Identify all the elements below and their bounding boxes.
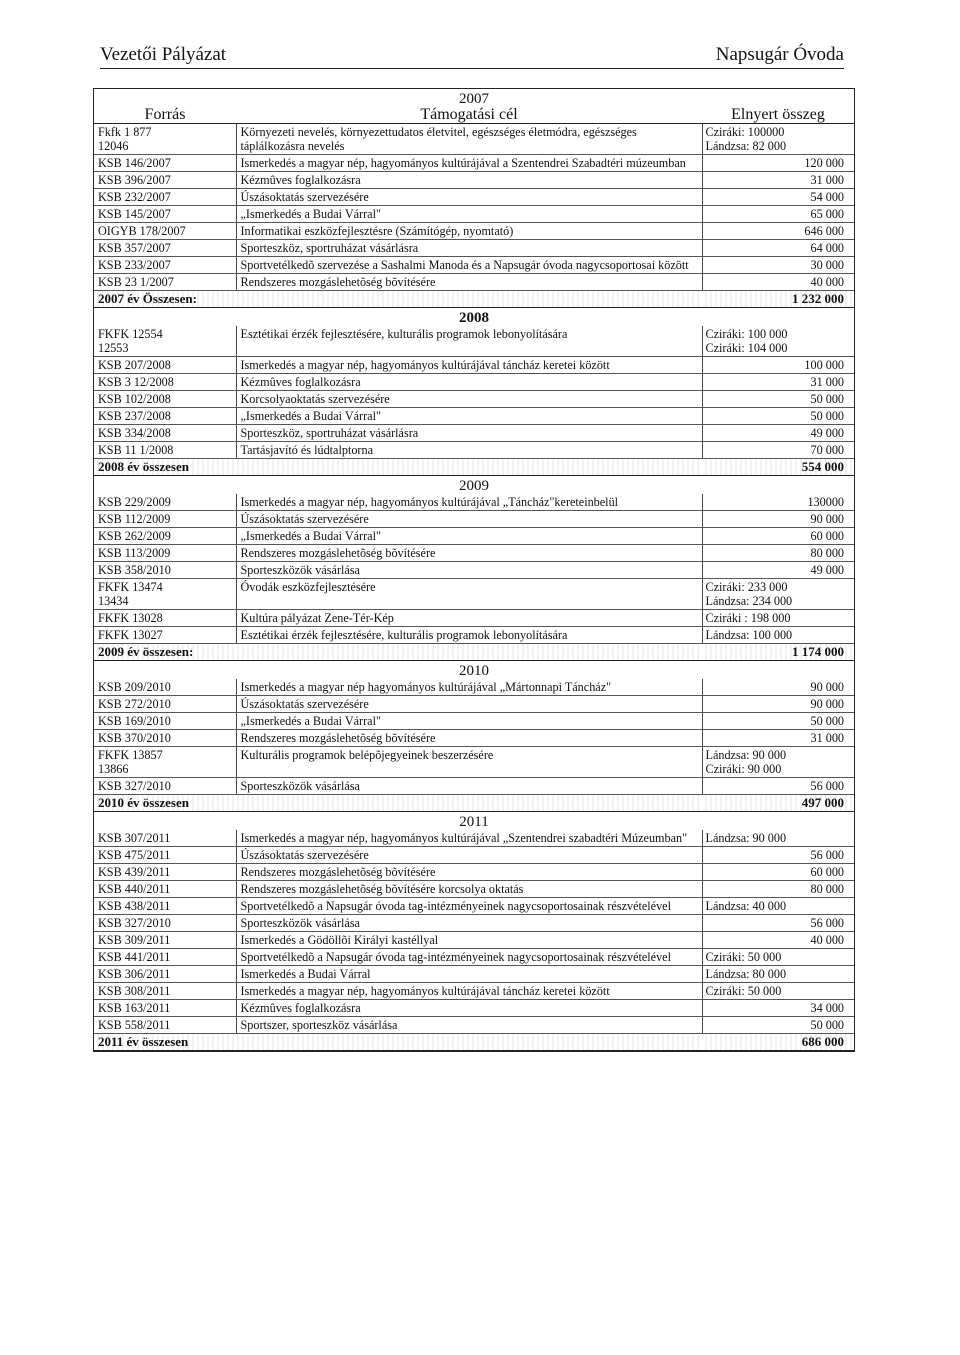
column-header-goal: Támogatási cél: [236, 107, 702, 124]
goal-cell: Ismerkedés a magyar nép hagyományos kultúrájával „Mártonnapi Táncház": [236, 679, 702, 696]
total-amount: 554 000: [702, 459, 854, 476]
table-row: [94, 124, 854, 155]
goal-cell: „Ismerkedés a Budai Várral": [236, 206, 702, 223]
table-row: [94, 442, 854, 459]
table-row: [94, 966, 854, 983]
year-row: [94, 661, 854, 680]
amount-cell: Lándzsa: 90 000 Cziráki: 90 000: [702, 747, 854, 778]
source-cell: KSB 327/2010: [94, 778, 236, 795]
goal-cell: Sporteszközök vásárlása: [236, 915, 702, 932]
goal-cell: Sportszer, sporteszköz vásárlása: [236, 1017, 702, 1034]
amount-cell: 30 000: [702, 257, 854, 274]
goal-cell: „Ismerkedés a Budai Várral": [236, 528, 702, 545]
amount-cell: 40 000: [702, 274, 854, 291]
table-row: [94, 425, 854, 442]
source-cell: FKFK 13028: [94, 610, 236, 627]
total-row: [94, 795, 854, 812]
goal-cell: Ismerkedés a Gödöllõi Királyi kastéllyal: [236, 932, 702, 949]
goal-cell: Rendszeres mozgáslehetõség bõvítésére: [236, 274, 702, 291]
amount-cell: 80 000: [702, 545, 854, 562]
amount-cell: Cziráki : 198 000: [702, 610, 854, 627]
amount-cell: 130000: [702, 494, 854, 511]
year-row: [94, 308, 854, 327]
table-row: [94, 713, 854, 730]
table-row: [94, 494, 854, 511]
table-row: [94, 949, 854, 966]
source-cell: KSB 113/2009: [94, 545, 236, 562]
table-row: [94, 257, 854, 274]
goal-cell: Kulturális programok belépõjegyeinek beszerzésére: [236, 747, 702, 778]
page-header: [100, 44, 844, 69]
amount-cell: Cziráki: 233 000 Lándzsa: 234 000: [702, 579, 854, 610]
amount-cell: 50 000: [702, 1017, 854, 1034]
amount-cell: 50 000: [702, 408, 854, 425]
amount-cell: 31 000: [702, 374, 854, 391]
table-row: [94, 864, 854, 881]
source-cell: KSB 3 12/2008: [94, 374, 236, 391]
header-left-title: Vezetői Pályázat: [100, 44, 227, 65]
goal-cell: Sporteszköz, sportruházat vásárlásra: [236, 240, 702, 257]
table-row: [94, 898, 854, 915]
source-cell: KSB 357/2007: [94, 240, 236, 257]
table-row: [94, 223, 854, 240]
source-cell: KSB 334/2008: [94, 425, 236, 442]
table-row: [94, 562, 854, 579]
goal-cell: Úszásoktatás szervezésére: [236, 696, 702, 713]
table-row: [94, 915, 854, 932]
table-row: [94, 172, 854, 189]
source-cell: FKFK 12554 12553: [94, 326, 236, 357]
amount-cell: 34 000: [702, 1000, 854, 1017]
goal-cell: Rendszeres mozgáslehetõség bõvítésére: [236, 545, 702, 562]
amount-cell: 56 000: [702, 847, 854, 864]
goal-cell: „Ismerkedés a Budai Várral": [236, 713, 702, 730]
table-row: [94, 1017, 854, 1034]
total-row: [94, 644, 854, 661]
table-row: [94, 528, 854, 545]
source-cell: KSB 207/2008: [94, 357, 236, 374]
amount-cell: 54 000: [702, 189, 854, 206]
goal-cell: Kézmûves foglalkozásra: [236, 1000, 702, 1017]
total-label: 2011 év összesen: [94, 1034, 702, 1051]
source-cell: KSB 262/2009: [94, 528, 236, 545]
goal-cell: Úszásoktatás szervezésére: [236, 847, 702, 864]
column-header-amount: Elnyert összeg: [702, 107, 854, 124]
amount-cell: 49 000: [702, 425, 854, 442]
table-row: [94, 155, 854, 172]
table-row: [94, 747, 854, 778]
source-cell: KSB 169/2010: [94, 713, 236, 730]
source-cell: FKFK 13027: [94, 627, 236, 644]
total-amount: 1 232 000: [702, 291, 854, 308]
table-row: [94, 391, 854, 408]
goal-cell: Rendszeres mozgáslehetõség bõvítésére: [236, 730, 702, 747]
table-row: [94, 374, 854, 391]
amount-cell: Cziráki: 50 000: [702, 949, 854, 966]
source-cell: KSB 558/2011: [94, 1017, 236, 1034]
column-header-row: [94, 107, 854, 124]
amount-cell: 646 000: [702, 223, 854, 240]
amount-cell: 90 000: [702, 679, 854, 696]
source-cell: KSB 145/2007: [94, 206, 236, 223]
year-label: 2007: [459, 91, 489, 107]
table-row: [94, 610, 854, 627]
year-label: 2010: [459, 663, 489, 679]
goal-cell: Óvodák eszközfejlesztésére: [236, 579, 702, 610]
table-row: [94, 189, 854, 206]
amount-cell: 65 000: [702, 206, 854, 223]
year-label: 2009: [459, 478, 489, 494]
table-row: [94, 357, 854, 374]
goal-cell: Informatikai eszközfejlesztésre (Számítógép, nyomtató): [236, 223, 702, 240]
amount-cell: 50 000: [702, 713, 854, 730]
goal-cell: Sporteszközök vásárlása: [236, 778, 702, 795]
source-cell: KSB 163/2011: [94, 1000, 236, 1017]
table-row: [94, 881, 854, 898]
grants-table: [93, 88, 855, 1052]
total-row: [94, 291, 854, 308]
goal-cell: Sportvetélkedõ a Napsugár óvoda tag-intézményeinek nagycsoportosainak részvételével: [236, 949, 702, 966]
table-row: [94, 830, 854, 847]
table-row: [94, 778, 854, 795]
table-row: [94, 408, 854, 425]
source-cell: KSB 370/2010: [94, 730, 236, 747]
amount-cell: 90 000: [702, 511, 854, 528]
source-cell: KSB 308/2011: [94, 983, 236, 1000]
goal-cell: Ismerkedés a magyar nép, hagyományos kultúrájával táncház keretei között: [236, 357, 702, 374]
source-cell: KSB 102/2008: [94, 391, 236, 408]
goal-cell: Ismerkedés a magyar nép, hagyományos kultúrájával a Szentendrei Szabadtéri múzeumban: [236, 155, 702, 172]
source-cell: KSB 229/2009: [94, 494, 236, 511]
year-label: 2011: [459, 814, 489, 830]
total-amount: 497 000: [702, 795, 854, 812]
amount-cell: Cziráki: 100000 Lándzsa: 82 000: [702, 124, 854, 155]
amount-cell: 50 000: [702, 391, 854, 408]
table-row: [94, 326, 854, 357]
goal-cell: Sportvetélkedõ szervezése a Sashalmi Manoda és a Napsugár óvoda nagycsoportosai között: [236, 257, 702, 274]
column-header-source: Forrás: [94, 107, 236, 124]
source-cell: KSB 11 1/2008: [94, 442, 236, 459]
amount-cell: 90 000: [702, 696, 854, 713]
source-cell: KSB 438/2011: [94, 898, 236, 915]
total-amount: 1 174 000: [702, 644, 854, 661]
goal-cell: Kultúra pályázat Zene-Tér-Kép: [236, 610, 702, 627]
total-label: 2008 év összesen: [94, 459, 702, 476]
table-row: [94, 696, 854, 713]
source-cell: Fkfk 1 877 12046: [94, 124, 236, 155]
source-cell: KSB 358/2010: [94, 562, 236, 579]
goal-cell: Esztétikai érzék fejlesztésére, kulturális programok lebonyolítására: [236, 627, 702, 644]
goal-cell: Kézmûves foglalkozásra: [236, 172, 702, 189]
amount-cell: 100 000: [702, 357, 854, 374]
source-cell: KSB 439/2011: [94, 864, 236, 881]
total-label: 2009 év összesen:: [94, 644, 702, 661]
goal-cell: Esztétikai érzék fejlesztésére, kulturális programok lebonyolítására: [236, 326, 702, 357]
goal-cell: Sportvetélkedõ a Napsugár óvoda tag-intézményeinek nagycsoportosainak részvételével: [236, 898, 702, 915]
source-cell: KSB 309/2011: [94, 932, 236, 949]
total-row: [94, 1034, 854, 1051]
amount-cell: 80 000: [702, 881, 854, 898]
goal-cell: „Ismerkedés a Budai Várral": [236, 408, 702, 425]
goal-cell: Sporteszközök vásárlása: [236, 562, 702, 579]
amount-cell: 56 000: [702, 778, 854, 795]
total-amount: 686 000: [702, 1034, 854, 1051]
year-row: [94, 89, 854, 107]
goal-cell: Környezeti nevelés, környezettudatos életvitel, egészséges életmódra, egészséges táplálkozásra nevelés: [236, 124, 702, 155]
source-cell: KSB 396/2007: [94, 172, 236, 189]
goal-cell: Úszásoktatás szervezésére: [236, 189, 702, 206]
table-row: [94, 545, 854, 562]
source-cell: KSB 233/2007: [94, 257, 236, 274]
amount-cell: 31 000: [702, 172, 854, 189]
source-cell: KSB 475/2011: [94, 847, 236, 864]
goal-cell: Ismerkedés a Budai Várral: [236, 966, 702, 983]
source-cell: KSB 306/2011: [94, 966, 236, 983]
source-cell: KSB 146/2007: [94, 155, 236, 172]
source-cell: FKFK 13474 13434: [94, 579, 236, 610]
total-label: 2007 év Összesen:: [94, 291, 702, 308]
amount-cell: 49 000: [702, 562, 854, 579]
goal-cell: Ismerkedés a magyar nép, hagyományos kultúrájával „Szentendrei szabadtéri Múzeumban": [236, 830, 702, 847]
goal-cell: Ismerkedés a magyar nép, hagyományos kultúrájával „Táncház"kereteinbelül: [236, 494, 702, 511]
source-cell: KSB 209/2010: [94, 679, 236, 696]
table-row: [94, 730, 854, 747]
goal-cell: Sporteszköz, sportruházat vásárlásra: [236, 425, 702, 442]
source-cell: KSB 440/2011: [94, 881, 236, 898]
source-cell: OIGYB 178/2007: [94, 223, 236, 240]
source-cell: KSB 112/2009: [94, 511, 236, 528]
amount-cell: 60 000: [702, 528, 854, 545]
amount-cell: 31 000: [702, 730, 854, 747]
table-row: [94, 579, 854, 610]
amount-cell: Lándzsa: 90 000: [702, 830, 854, 847]
amount-cell: Cziráki: 100 000 Cziráki: 104 000: [702, 326, 854, 357]
goal-cell: Tartásjavító és lúdtalptorna: [236, 442, 702, 459]
source-cell: KSB 23 1/2007: [94, 274, 236, 291]
table-row: [94, 627, 854, 644]
amount-cell: Lándzsa: 40 000: [702, 898, 854, 915]
source-cell: FKFK 13857 13866: [94, 747, 236, 778]
amount-cell: 60 000: [702, 864, 854, 881]
header-right-title: Napsugár Óvoda: [715, 44, 844, 65]
table-row: [94, 206, 854, 223]
goal-cell: Úszásoktatás szervezésére: [236, 511, 702, 528]
total-row: [94, 459, 854, 476]
table-row: [94, 983, 854, 1000]
grants-table-body: [94, 89, 854, 1051]
goal-cell: Rendszeres mozgáslehetõség bõvítésére: [236, 864, 702, 881]
table-row: [94, 274, 854, 291]
source-cell: KSB 237/2008: [94, 408, 236, 425]
table-row: [94, 847, 854, 864]
goal-cell: Korcsolyaoktatás szervezésére: [236, 391, 702, 408]
table-row: [94, 511, 854, 528]
goal-cell: Ismerkedés a magyar nép, hagyományos kultúrájával táncház keretei között: [236, 983, 702, 1000]
total-label: 2010 év összesen: [94, 795, 702, 812]
goal-cell: Rendszeres mozgáslehetõség bõvítésére korcsolya oktatás: [236, 881, 702, 898]
amount-cell: Cziráki: 50 000: [702, 983, 854, 1000]
source-cell: KSB 441/2011: [94, 949, 236, 966]
table-row: [94, 240, 854, 257]
year-label: 2008: [459, 310, 489, 326]
amount-cell: Lándzsa: 100 000: [702, 627, 854, 644]
year-row: [94, 476, 854, 495]
source-cell: KSB 307/2011: [94, 830, 236, 847]
source-cell: KSB 272/2010: [94, 696, 236, 713]
table-row: [94, 1000, 854, 1017]
goal-cell: Kézmûves foglalkozásra: [236, 374, 702, 391]
amount-cell: 40 000: [702, 932, 854, 949]
amount-cell: Lándzsa: 80 000: [702, 966, 854, 983]
amount-cell: 70 000: [702, 442, 854, 459]
year-row: [94, 812, 854, 831]
source-cell: KSB 327/2010: [94, 915, 236, 932]
table-row: [94, 679, 854, 696]
amount-cell: 120 000: [702, 155, 854, 172]
amount-cell: 64 000: [702, 240, 854, 257]
source-cell: KSB 232/2007: [94, 189, 236, 206]
amount-cell: 56 000: [702, 915, 854, 932]
table-row: [94, 932, 854, 949]
